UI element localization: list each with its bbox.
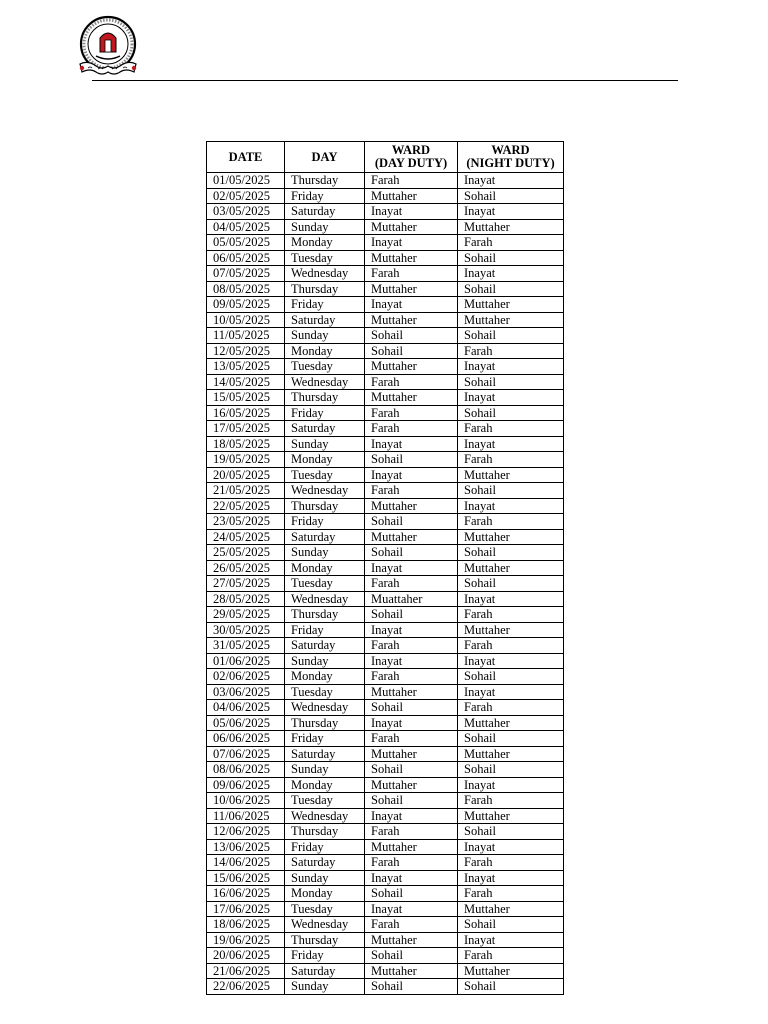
cell-day: Saturday: [285, 204, 365, 220]
cell-day: Wednesday: [285, 808, 365, 824]
cell-ward-day: Inayat: [365, 653, 458, 669]
cell-ward-night: Sohail: [458, 731, 564, 747]
cell-day: Friday: [285, 405, 365, 421]
cell-ward-day: Muttaher: [365, 839, 458, 855]
cell-ward-night: Sohail: [458, 328, 564, 344]
table-row: [207, 622, 564, 638]
cell-ward-day: Sohail: [365, 545, 458, 561]
cell-ward-day: Muttaher: [365, 529, 458, 545]
cell-ward-day: Inayat: [365, 560, 458, 576]
cell-ward-day: Farah: [365, 405, 458, 421]
table-row: [207, 219, 564, 235]
cell-ward-day: Farah: [365, 374, 458, 390]
cell-day: Friday: [285, 622, 365, 638]
cell-date: 04/05/2025: [207, 219, 285, 235]
cell-date: 14/05/2025: [207, 374, 285, 390]
cell-date: 31/05/2025: [207, 638, 285, 654]
cell-ward-day: Farah: [365, 731, 458, 747]
cell-date: 26/05/2025: [207, 560, 285, 576]
cell-ward-day: Sohail: [365, 328, 458, 344]
cell-ward-night: Inayat: [458, 591, 564, 607]
table-row: [207, 343, 564, 359]
cell-ward-day: Sohail: [365, 886, 458, 902]
cell-ward-night: Sohail: [458, 762, 564, 778]
cell-day: Sunday: [285, 436, 365, 452]
cell-day: Tuesday: [285, 467, 365, 483]
cell-date: 02/06/2025: [207, 669, 285, 685]
table-row: [207, 560, 564, 576]
cell-ward-night: Farah: [458, 700, 564, 716]
cell-ward-night: Muttaher: [458, 808, 564, 824]
cell-ward-night: Inayat: [458, 436, 564, 452]
cell-date: 30/05/2025: [207, 622, 285, 638]
cell-day: Sunday: [285, 979, 365, 995]
table-row: [207, 514, 564, 530]
cell-day: Sunday: [285, 762, 365, 778]
cell-day: Sunday: [285, 545, 365, 561]
table-row: [207, 793, 564, 809]
cell-date: 05/06/2025: [207, 715, 285, 731]
table-row: [207, 855, 564, 871]
cell-ward-day: Muttaher: [365, 281, 458, 297]
cell-date: 10/05/2025: [207, 312, 285, 328]
cell-date: 20/05/2025: [207, 467, 285, 483]
cell-ward-day: Sohail: [365, 762, 458, 778]
table-row: [207, 483, 564, 499]
table-row: [207, 591, 564, 607]
cell-day: Wednesday: [285, 700, 365, 716]
cell-ward-night: Farah: [458, 514, 564, 530]
cell-ward-night: Muttaher: [458, 467, 564, 483]
cell-ward-day: Muttaher: [365, 219, 458, 235]
cell-day: Thursday: [285, 281, 365, 297]
table-row: [207, 870, 564, 886]
cell-day: Monday: [285, 669, 365, 685]
cell-day: Saturday: [285, 855, 365, 871]
seal-icon: [76, 14, 140, 80]
cell-day: Wednesday: [285, 266, 365, 282]
cell-date: 15/06/2025: [207, 870, 285, 886]
cell-ward-day: Farah: [365, 669, 458, 685]
table-row: [207, 390, 564, 406]
table-row: [207, 467, 564, 483]
table-row: [207, 746, 564, 762]
cell-ward-night: Muttaher: [458, 715, 564, 731]
cell-date: 20/06/2025: [207, 948, 285, 964]
cell-ward-day: Muattaher: [365, 591, 458, 607]
table-row: [207, 297, 564, 313]
cell-date: 07/05/2025: [207, 266, 285, 282]
cell-day: Friday: [285, 188, 365, 204]
cell-ward-night: Inayat: [458, 870, 564, 886]
cell-date: 21/06/2025: [207, 963, 285, 979]
cell-date: 18/06/2025: [207, 917, 285, 933]
cell-ward-day: Muttaher: [365, 359, 458, 375]
cell-ward-day: Muttaher: [365, 390, 458, 406]
table-row: [207, 917, 564, 933]
table-row: [207, 204, 564, 220]
cell-ward-night: Inayat: [458, 266, 564, 282]
cell-date: 27/05/2025: [207, 576, 285, 592]
cell-ward-night: Sohail: [458, 483, 564, 499]
table-row: [207, 700, 564, 716]
cell-ward-night: Muttaher: [458, 297, 564, 313]
table-row: [207, 901, 564, 917]
cell-ward-night: Farah: [458, 452, 564, 468]
cell-day: Saturday: [285, 421, 365, 437]
cell-ward-night: Farah: [458, 343, 564, 359]
cell-ward-night: Sohail: [458, 917, 564, 933]
cell-day: Tuesday: [285, 901, 365, 917]
cell-ward-night: Sohail: [458, 576, 564, 592]
cell-ward-night: Muttaher: [458, 746, 564, 762]
cell-ward-night: Sohail: [458, 281, 564, 297]
table-row: [207, 839, 564, 855]
cell-day: Thursday: [285, 715, 365, 731]
cell-date: 19/05/2025: [207, 452, 285, 468]
header-ward-day-line1: WARD: [391, 143, 431, 157]
cell-day: Saturday: [285, 638, 365, 654]
cell-ward-day: Sohail: [365, 343, 458, 359]
table-row: [207, 452, 564, 468]
cell-date: 02/05/2025: [207, 188, 285, 204]
cell-day: Thursday: [285, 498, 365, 514]
table-row: [207, 173, 564, 189]
table-row: [207, 948, 564, 964]
cell-ward-night: Farah: [458, 235, 564, 251]
cell-date: 08/05/2025: [207, 281, 285, 297]
cell-ward-night: Sohail: [458, 188, 564, 204]
cell-date: 21/05/2025: [207, 483, 285, 499]
table-row: [207, 188, 564, 204]
cell-ward-night: Sohail: [458, 250, 564, 266]
cell-day: Saturday: [285, 963, 365, 979]
cell-day: Thursday: [285, 824, 365, 840]
cell-ward-day: Muttaher: [365, 746, 458, 762]
cell-date: 23/05/2025: [207, 514, 285, 530]
table-row: [207, 715, 564, 731]
cell-date: 17/06/2025: [207, 901, 285, 917]
institution-logo: [76, 14, 140, 80]
cell-ward-day: Inayat: [365, 901, 458, 917]
table-row: [207, 607, 564, 623]
table-row: [207, 653, 564, 669]
cell-day: Sunday: [285, 870, 365, 886]
table-row: [207, 436, 564, 452]
cell-ward-day: Muttaher: [365, 932, 458, 948]
cell-ward-day: Muttaher: [365, 777, 458, 793]
cell-ward-night: Sohail: [458, 824, 564, 840]
cell-day: Friday: [285, 514, 365, 530]
cell-ward-day: Inayat: [365, 870, 458, 886]
cell-ward-night: Inayat: [458, 359, 564, 375]
cell-ward-night: Inayat: [458, 653, 564, 669]
table-row: [207, 963, 564, 979]
table-row: [207, 638, 564, 654]
cell-date: 06/06/2025: [207, 731, 285, 747]
cell-ward-night: Inayat: [458, 777, 564, 793]
cell-day: Wednesday: [285, 917, 365, 933]
table-row: [207, 312, 564, 328]
cell-ward-day: Inayat: [365, 715, 458, 731]
table-row: [207, 421, 564, 437]
cell-ward-day: Sohail: [365, 700, 458, 716]
cell-ward-night: Muttaher: [458, 312, 564, 328]
cell-date: 08/06/2025: [207, 762, 285, 778]
table-row: [207, 328, 564, 344]
cell-ward-day: Muttaher: [365, 188, 458, 204]
cell-date: 10/06/2025: [207, 793, 285, 809]
cell-day: Wednesday: [285, 374, 365, 390]
cell-ward-night: Farah: [458, 948, 564, 964]
cell-ward-night: Muttaher: [458, 529, 564, 545]
cell-ward-night: Sohail: [458, 405, 564, 421]
cell-date: 13/06/2025: [207, 839, 285, 855]
cell-day: Saturday: [285, 746, 365, 762]
table-row: [207, 250, 564, 266]
cell-date: 15/05/2025: [207, 390, 285, 406]
table-row: [207, 824, 564, 840]
cell-date: 18/05/2025: [207, 436, 285, 452]
header-divider: [92, 80, 678, 81]
cell-ward-day: Inayat: [365, 204, 458, 220]
roster-body: [207, 173, 564, 995]
cell-day: Monday: [285, 452, 365, 468]
table-row: [207, 576, 564, 592]
cell-ward-day: Muttaher: [365, 963, 458, 979]
cell-ward-day: Muttaher: [365, 312, 458, 328]
cell-date: 01/05/2025: [207, 173, 285, 189]
table-row: [207, 545, 564, 561]
cell-ward-day: Farah: [365, 824, 458, 840]
cell-day: Monday: [285, 560, 365, 576]
cell-ward-day: Sohail: [365, 452, 458, 468]
cell-date: 19/06/2025: [207, 932, 285, 948]
table-row: [207, 808, 564, 824]
cell-day: Thursday: [285, 390, 365, 406]
cell-date: 06/05/2025: [207, 250, 285, 266]
cell-ward-day: Farah: [365, 266, 458, 282]
table-row: [207, 886, 564, 902]
table-row: [207, 762, 564, 778]
cell-day: Thursday: [285, 932, 365, 948]
cell-day: Thursday: [285, 173, 365, 189]
cell-ward-night: Muttaher: [458, 560, 564, 576]
table-row: [207, 281, 564, 297]
cell-day: Saturday: [285, 312, 365, 328]
cell-ward-day: Inayat: [365, 297, 458, 313]
cell-ward-night: Inayat: [458, 204, 564, 220]
cell-date: 03/06/2025: [207, 684, 285, 700]
cell-day: Friday: [285, 948, 365, 964]
cell-ward-day: Muttaher: [365, 250, 458, 266]
table-row: [207, 266, 564, 282]
cell-ward-day: Farah: [365, 483, 458, 499]
cell-ward-day: Sohail: [365, 948, 458, 964]
cell-date: 11/06/2025: [207, 808, 285, 824]
cell-ward-day: Muttaher: [365, 498, 458, 514]
cell-ward-day: Inayat: [365, 235, 458, 251]
cell-date: 16/06/2025: [207, 886, 285, 902]
cell-ward-night: Sohail: [458, 545, 564, 561]
cell-ward-day: Sohail: [365, 793, 458, 809]
header-ward-night-line1: WARD: [491, 143, 530, 157]
header-ward-day-duty: [365, 142, 458, 173]
cell-ward-night: Sohail: [458, 669, 564, 685]
cell-ward-night: Inayat: [458, 839, 564, 855]
cell-day: Sunday: [285, 219, 365, 235]
cell-date: 29/05/2025: [207, 607, 285, 623]
cell-day: Friday: [285, 839, 365, 855]
table-row: [207, 498, 564, 514]
cell-date: 24/05/2025: [207, 529, 285, 545]
cell-ward-day: Inayat: [365, 467, 458, 483]
cell-day: Thursday: [285, 607, 365, 623]
cell-date: 05/05/2025: [207, 235, 285, 251]
table-row: [207, 359, 564, 375]
cell-ward-night: Farah: [458, 793, 564, 809]
header-day: DAY: [285, 142, 365, 173]
cell-ward-day: Inayat: [365, 436, 458, 452]
cell-day: Sunday: [285, 328, 365, 344]
table-row: [207, 731, 564, 747]
cell-day: Tuesday: [285, 576, 365, 592]
cell-date: 13/05/2025: [207, 359, 285, 375]
cell-date: 16/05/2025: [207, 405, 285, 421]
cell-ward-night: Farah: [458, 607, 564, 623]
table-row: [207, 374, 564, 390]
cell-date: 14/06/2025: [207, 855, 285, 871]
cell-ward-night: Sohail: [458, 979, 564, 995]
cell-day: Tuesday: [285, 359, 365, 375]
cell-date: 22/06/2025: [207, 979, 285, 995]
cell-day: Tuesday: [285, 250, 365, 266]
cell-ward-night: Farah: [458, 638, 564, 654]
table-row: [207, 777, 564, 793]
table-row: [207, 684, 564, 700]
table-row: [207, 405, 564, 421]
cell-ward-day: Farah: [365, 173, 458, 189]
cell-ward-day: Farah: [365, 421, 458, 437]
cell-ward-night: Muttaher: [458, 622, 564, 638]
cell-day: Tuesday: [285, 793, 365, 809]
cell-ward-night: Inayat: [458, 390, 564, 406]
cell-date: 04/06/2025: [207, 700, 285, 716]
cell-day: Saturday: [285, 529, 365, 545]
cell-ward-night: Farah: [458, 421, 564, 437]
cell-date: 28/05/2025: [207, 591, 285, 607]
cell-day: Friday: [285, 731, 365, 747]
cell-date: 09/05/2025: [207, 297, 285, 313]
cell-ward-day: Sohail: [365, 979, 458, 995]
cell-ward-night: Muttaher: [458, 219, 564, 235]
cell-ward-day: Sohail: [365, 607, 458, 623]
duty-roster-table: [206, 141, 564, 995]
cell-date: 03/05/2025: [207, 204, 285, 220]
cell-date: 07/06/2025: [207, 746, 285, 762]
cell-date: 12/05/2025: [207, 343, 285, 359]
cell-date: 11/05/2025: [207, 328, 285, 344]
cell-date: 25/05/2025: [207, 545, 285, 561]
table-row: [207, 669, 564, 685]
cell-day: Friday: [285, 297, 365, 313]
cell-ward-day: Farah: [365, 855, 458, 871]
cell-ward-night: Muttaher: [458, 963, 564, 979]
cell-ward-night: Inayat: [458, 932, 564, 948]
cell-day: Monday: [285, 235, 365, 251]
cell-day: Wednesday: [285, 591, 365, 607]
cell-ward-night: Inayat: [458, 684, 564, 700]
cell-ward-day: Sohail: [365, 514, 458, 530]
cell-day: Sunday: [285, 653, 365, 669]
header-ward-day-line2: (DAY DUTY): [374, 156, 448, 170]
table-row: [207, 932, 564, 948]
cell-date: 17/05/2025: [207, 421, 285, 437]
header-ward-night-duty: [458, 142, 564, 173]
table-row: [207, 529, 564, 545]
cell-day: Monday: [285, 777, 365, 793]
table-row: [207, 235, 564, 251]
cell-ward-night: Inayat: [458, 173, 564, 189]
cell-ward-day: Farah: [365, 638, 458, 654]
header-ward-night-line2: (NIGHT DUTY): [466, 156, 555, 170]
cell-ward-day: Muttaher: [365, 684, 458, 700]
cell-ward-night: Muttaher: [458, 901, 564, 917]
cell-ward-night: Farah: [458, 855, 564, 871]
cell-date: 01/06/2025: [207, 653, 285, 669]
cell-ward-night: Sohail: [458, 374, 564, 390]
cell-day: Tuesday: [285, 684, 365, 700]
cell-date: 12/06/2025: [207, 824, 285, 840]
cell-date: 09/06/2025: [207, 777, 285, 793]
cell-day: Wednesday: [285, 483, 365, 499]
cell-ward-night: Inayat: [458, 498, 564, 514]
header-date: DATE: [207, 142, 285, 173]
cell-ward-day: Farah: [365, 917, 458, 933]
cell-day: Monday: [285, 343, 365, 359]
cell-ward-day: Inayat: [365, 622, 458, 638]
cell-date: 22/05/2025: [207, 498, 285, 514]
cell-ward-day: Farah: [365, 576, 458, 592]
cell-ward-day: Inayat: [365, 808, 458, 824]
table-row: [207, 979, 564, 995]
cell-day: Monday: [285, 886, 365, 902]
cell-ward-night: Farah: [458, 886, 564, 902]
table-header-row: [207, 142, 564, 173]
